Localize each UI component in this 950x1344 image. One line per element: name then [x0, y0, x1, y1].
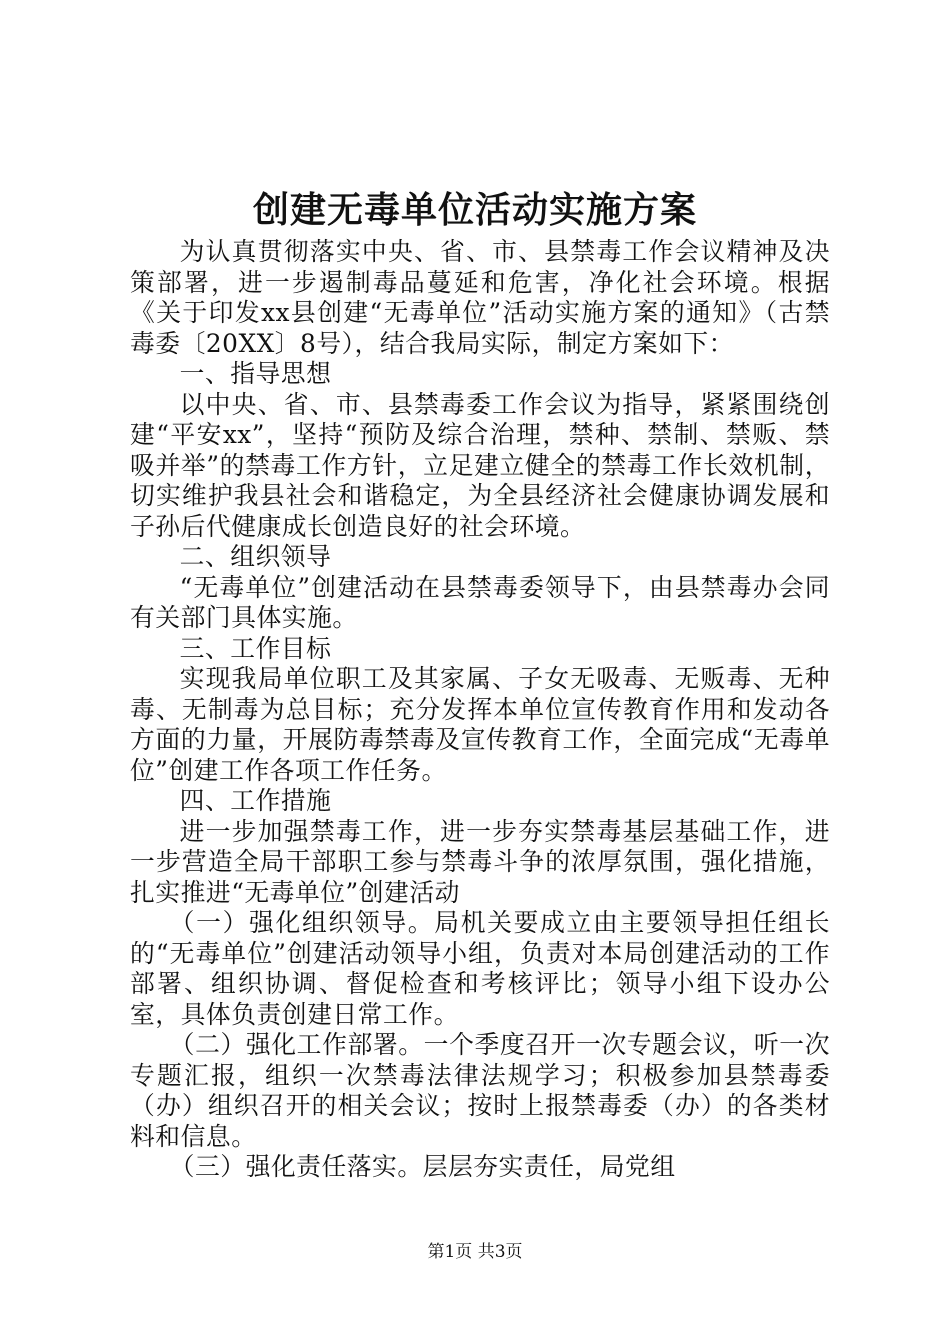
section-heading-guiding-ideology: 一、指导思想 [179, 359, 332, 388]
measure-item-1: （一）强化组织领导。局机关要成立由主要领导担任组长的“无毒单位”创建活动领导小组，负责对本局创建活动的工作部署、组织协调、督促检查和考核评比；领导小组下设办公室，具体负责创建日常工作。 [130, 908, 830, 1029]
section-heading-measures: 四、工作措施 [179, 786, 332, 815]
organization-paragraph: “无毒单位”创建活动在县禁毒委领导下，由县禁毒办会同有关部门具体实施。 [130, 572, 830, 632]
guiding-ideology-paragraph: 以中央、省、市、县禁毒委工作会议为指导，紧紧围绕创建“平安xx”，坚持“预防及综合治理，禁种、禁制、禁贩、禁吸并举”的禁毒工作方针，立足建立健全的禁毒工作长效机制，切实维护我县社会和谐稳定，为全县经济社会健康协调发展和子孙后代健康成长创造良好的社会环境。 [130, 389, 830, 541]
measures-paragraph: 进一步加强禁毒工作，进一步夯实禁毒基层基础工作，进一步营造全局干部职工参与禁毒斗争的浓厚氛围，强化措施，扎实推进“无毒单位”创建活动 [130, 816, 830, 907]
measure-item-3: （三）强化责任落实。层层夯实责任，局党组 [169, 1152, 676, 1181]
page-footer: 第1页 共3页 [427, 1242, 523, 1262]
document-title: 创建无毒单位活动实施方案 [252, 189, 697, 231]
document-body [130, 237, 830, 1183]
measure-item-2: （二）强化工作部署。一个季度召开一次专题会议，听一次专题汇报，组织一次禁毒法律法规学习；积极参加县禁毒委（办）组织召开的相关会议；按时上报禁毒委（办）的各类材料和信息。 [130, 1030, 830, 1151]
intro-paragraph: 为认真贯彻落实中央、省、市、县禁毒工作会议精神及决策部署，进一步遏制毒品蔓延和危害，净化社会环境。根据《关于印发xx县创建“无毒单位”活动实施方案的通知》（古禁毒委〔20XX〕8号），结合我局实际，制定方案如下： [130, 237, 830, 358]
section-heading-goals: 三、工作目标 [179, 633, 332, 663]
section-heading-organization: 二、组织领导 [179, 542, 332, 571]
goals-paragraph: 实现我局单位职工及其家属、子女无吸毒、无贩毒、无种毒、无制毒为总目标；充分发挥本单位宣传教育作用和发动各方面的力量，开展防毒禁毒及宣传教育工作，全面完成“无毒单位”创建工作各项工作任务。 [130, 664, 830, 785]
